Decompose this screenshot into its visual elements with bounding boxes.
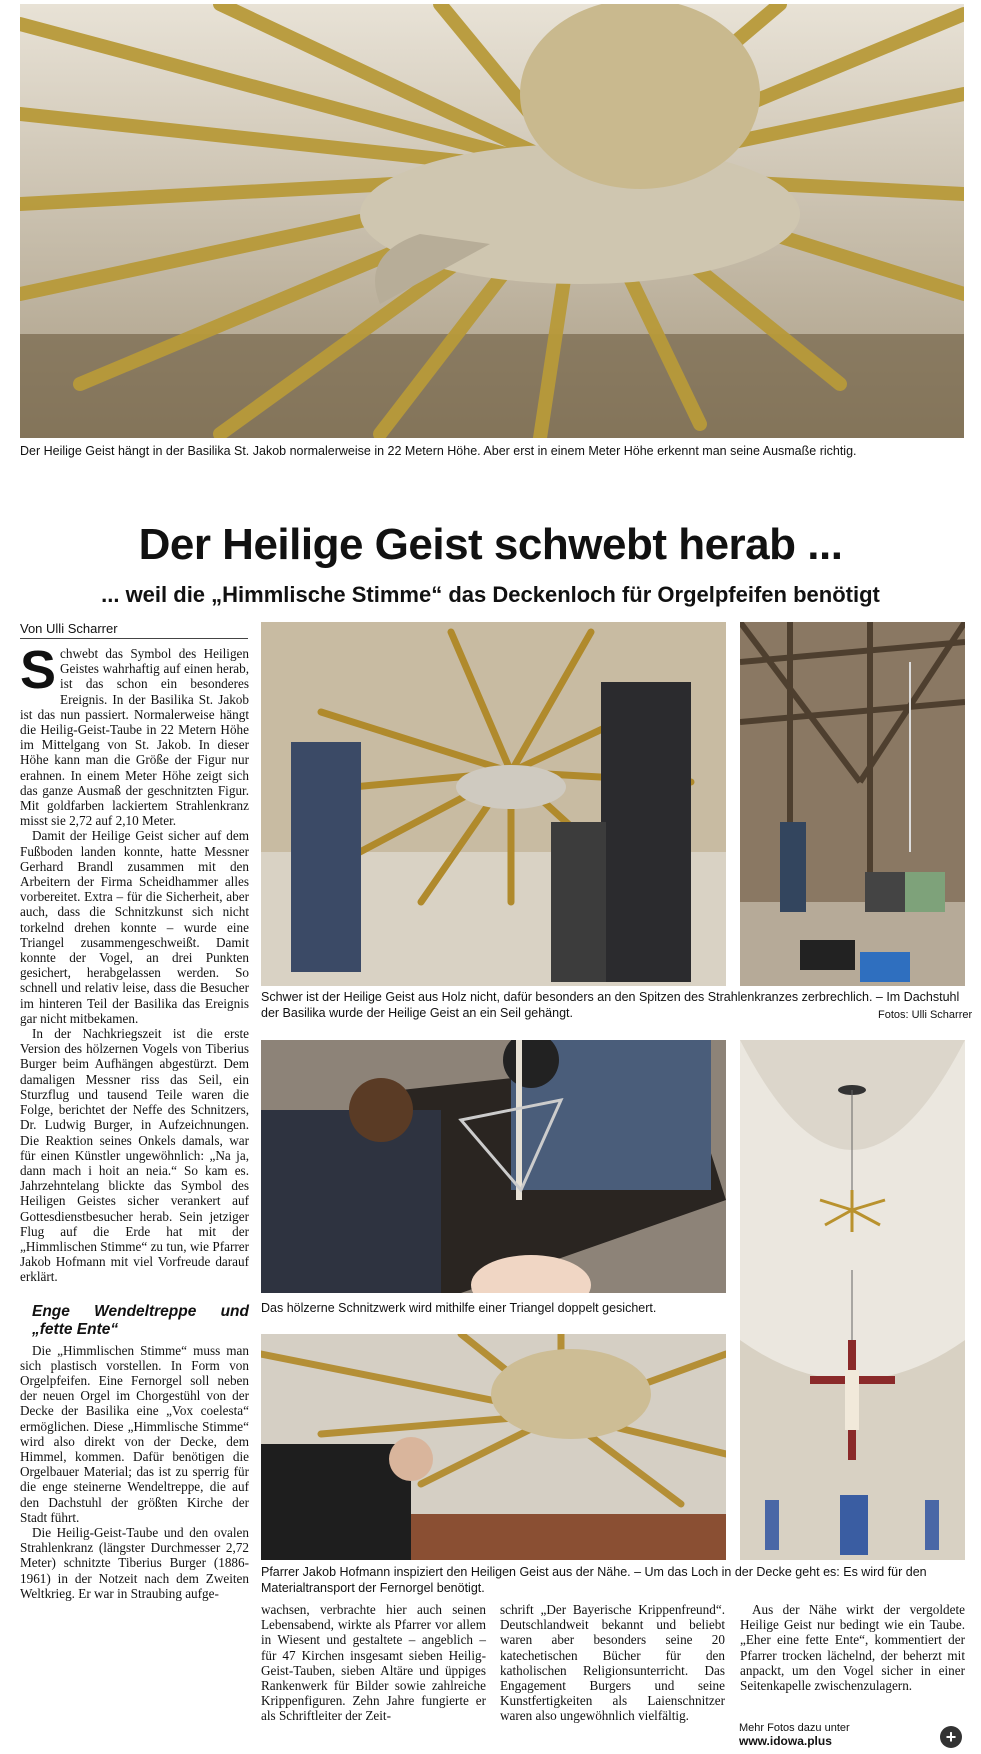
headline: Der Heilige Geist schwebt herab ... [138,520,843,569]
subheadline: ... weil die „Himmlische Stimme“ das Deckenloch für Orgelpfeifen benötigt [101,582,880,607]
paragraph: Die Heilig-Geist-Taube und den ovalen Strahlenkranz (längster Durchmesser 2,72 Meter) schnitzte Tiberius Burger (1886-1961) in der Notzeit nach dem Zweiten Weltkrieg. Er war in Straubing aufge- [20,1524,249,1601]
paragraph: schrift „Der Bayerische Krippenfreund“. Deutschlandweit bekannt und beliebt waren aber besonders seine 20 katechetischen Bücher für den katholischen Religionsunterricht. Das Engagement Burgers und seine Kunstfertigkeiten als Laienschnitzer waren also ungewöhnlich vielfältig. [500,1602,725,1724]
photo-caption: Pfarrer Jakob Hofmann inspiziert den Heiligen Geist aus der Nähe. – Um das Loch in der Decke geht es: Es wird für den Materialtransport der Fernorgel benötigt. [261,1565,927,1595]
photo-triangle-securing [261,1040,726,1293]
article-column-1 [20,640,249,1601]
more-photos-note [739,1722,850,1749]
subheading: Enge Wendeltreppe und „fette Ente“ [32,1302,249,1338]
article-column-4 [740,1602,965,1693]
plus-icon: + [940,1726,962,1748]
drop-cap: S [20,640,57,700]
paragraph: chwebt das Symbol des Heiligen Geistes wahrhaftig auf einen herab, ist das schon ein besonderes Ereignis. In der Basilika St. Jakob ist das nun passiert. Normalerweise hängt die Heilig-Geist-Taube in 22 Metern Höhe im Mittelgang von St. Jakob. In dieser Höhe kann man die Größe der Figur nur erahnen. In einem Meter Höhe zeigt sich das ganze Ausmaß der geschnitzten Figur. Mit goldfarben lackiertem Strahlenkranz misst sie 2,72 auf 2,10 Meter. [20,646,249,829]
article-column-2 [261,1602,486,1724]
hero-caption: Der Heilige Geist hängt in der Basilika St. Jakob normalerweise in 22 Metern Höhe. Aber erst in einem Meter Höhe erkennt man seine Ausmaße richtig. [20,444,857,458]
photo-ceiling-crucifix [740,1040,965,1560]
photo-caption: Das hölzerne Schnitzwerk wird mithilfe einer Triangel doppelt gesichert. [261,1301,657,1315]
photo-pastor-inspecting [261,1334,726,1560]
photo-credit: Fotos: Ulli Scharrer [878,1009,973,1021]
paragraph: In der Nachkriegszeit ist die erste Version des hölzernen Vogels von Tiberius Burger beim Aufhängen abgestürzt. Dem damaligen Messner riss das Seil, ein Sturzflug und tausend Teile waren die Folge, berichtet der Neffe des Schnitzers, Dr. Ludwig Burger, in Aufzeichnungen. Die Reaktion seines Onkels damals, war für einen Künstler ungewöhnlich: „Na ja, dann mach i hoit an neia.“ So kam es. Jahrzehntelang blickte das Symbol des Heiligen Geistes sicher verankert auf Gottesdienstbesucher herab. Sein jetziger Flug auf die Erde hat mit der „Himmlischen Stimme“ zu tun, wie Pfarrer Jakob Hofmann mit viel Vorfreude darauf erklärt. [20,1026,249,1285]
more-photos-link[interactable]: www.idowa.plus [739,1734,832,1748]
hero-photo-dove [20,4,964,438]
paragraph: Damit der Heilige Geist sicher auf dem Fußboden landen konnte, hatte Messner Gerhard Brandl zusammen mit den Arbeitern der Firma Scheidhammer alles vorbereitet. Extra – für die Sicherheit, aber auch, dass die Schnitzkunst sich nicht torkelnd drehen konnte – wurde eine Triangel zusammengeschweißt. Damit konnte der Vogel, an drei Punkten gesichert, herabgelassen werden. So schnell und relativ leise, dass die Besucher im hinteren Teil der Basilika das Ereignis gar nicht mitbekamen. [20,828,249,1026]
photo-attic-rope [740,622,965,986]
more-photos-text: Mehr Fotos dazu unter [739,1722,850,1734]
photo-lowering-dove [261,622,726,986]
photo-caption: Schwer ist der Heilige Geist aus Holz nicht, dafür besonders an den Spitzen des Strahlenkranzes zerbrechlich. – Im Dachstuhl der Basilika wurde der Heilige Geist an ein Seil gehängt. [261,990,960,1020]
article-column-3 [500,1602,725,1724]
paragraph: wachsen, verbrachte hier auch seinen Lebensabend, wirkte als Pfarrer vor allem in Wiesent und gestaltete – angeblich – für 47 Kirchen insgesamt sieben Heilig-Geist-Tauben, sieben Altäre und üppiges Rankenwerk für Bilder sowie zahlreiche Krippenfiguren. Zehn Jahre fungierte er als Schriftleiter der Zeit- [261,1602,486,1724]
paragraph: Die „Himmlischen Stimme“ muss man sich plastisch vorstellen. In Form von Orgelpfeifen. Eine Fernorgel soll neben der neuen Orgel im Chorgestühl von der Decke der Basilika eine „Vox coelesta“ ermöglichen. Diese „Himmlische Stimme“ wird also direkt von der Decke, dem Himmel, kommen. Dafür benötigen die Orgelbauer Material; das ist zu sperrig für die enge steinerne Wendeltreppe, die auf den Dachstuhl der größten Kirche der Stadt führt. [20,1342,249,1525]
paragraph: Aus der Nähe wirkt der vergoldete Heilige Geist nur bedingt wie ein Taube. „Eher eine fette Ente“, kommentiert der Pfarrer trocken lächelnd, der beherzt mit anpackt, um den Vogel sicher in einer Seitenkapelle zwischenzulagern. [740,1602,965,1694]
byline: Von Ulli Scharrer [20,621,248,639]
